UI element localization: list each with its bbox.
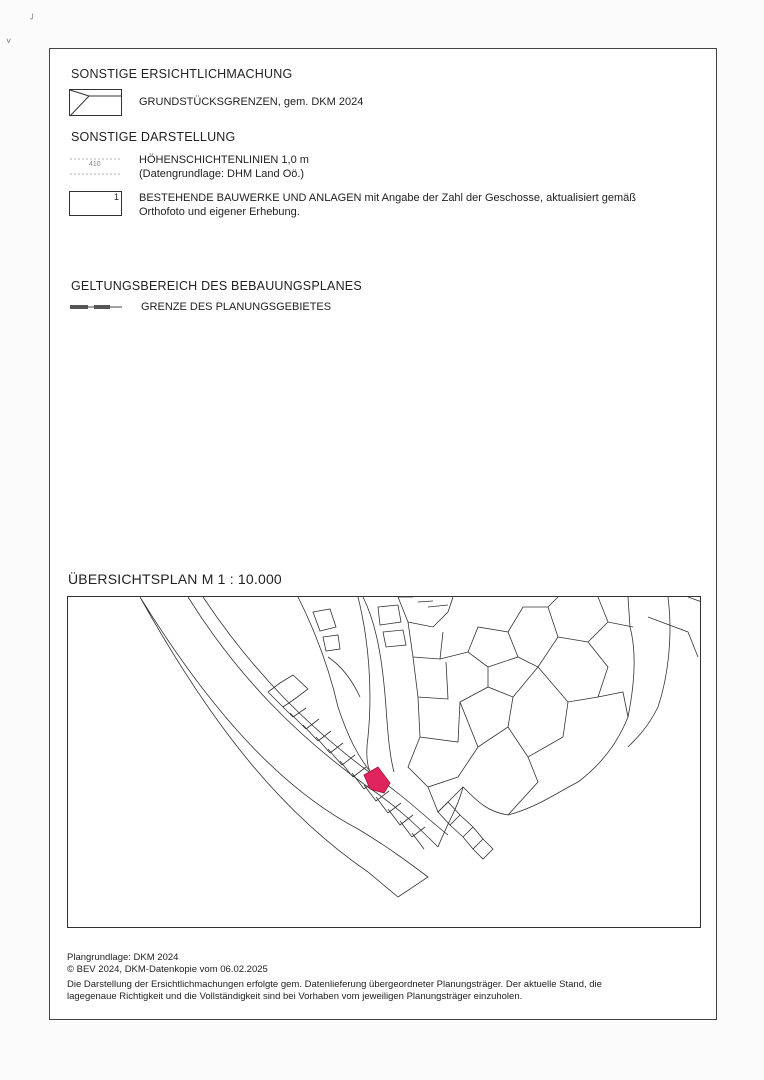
overview-map (67, 596, 701, 928)
footer-disclaimer-line2: lagegenaue Richtigkeit und die Vollständigkeit sind bei Vorhaben vom jeweiligen Planungsträger einzuholen. (67, 991, 523, 1002)
building-symbol-label: 1 (114, 192, 120, 202)
heading-sonstige-ersichtlichmachung: SONSTIGE ERSICHTLICHMACHUNG (71, 67, 293, 81)
legend-label-orthofoto: Orthofoto und eigener Erhebung. (139, 206, 300, 218)
contour-symbol-label: 410 (89, 161, 101, 168)
legend-label-datengrundlage: (Datengrundlage: DHM Land Oö.) (139, 168, 305, 180)
scan-mark: ╯ (30, 14, 36, 24)
scan-mark: ˅ (6, 36, 12, 46)
legend-label-grenze-planungsgebiet: GRENZE DES PLANUNGSGEBIETES (141, 301, 332, 313)
legend-label-hoehenschichtenlinien: HÖHENSCHICHTENLINIEN 1,0 m (139, 154, 309, 166)
parcel-boundary-icon (69, 89, 123, 117)
footer-disclaimer-line1: Die Darstellung der Ersichtlichmachungen erfolgte gem. Datenlieferung übergeordneter Planungsträger. Der aktuelle Stand, die (67, 979, 602, 990)
planning-boundary-icon (70, 303, 122, 311)
footer-plangrundlage: Plangrundlage: DKM 2024 (67, 952, 179, 963)
overview-map-title: ÜBERSICHTSPLAN M 1 : 10.000 (68, 571, 282, 587)
heading-geltungsbereich: GELTUNGSBEREICH DES BEBAUUNGSPLANES (71, 279, 362, 293)
overview-map-drawing (68, 597, 701, 928)
legend-label-grundstuecksgrenzen: GRUNDSTÜCKSGRENZEN, gem. DKM 2024 (139, 96, 364, 108)
legend-label-bestehende-bauwerke: BESTEHENDE BAUWERKE UND ANLAGEN mit Angabe der Zahl der Geschosse, aktualisiert gemäß (139, 192, 637, 204)
heading-sonstige-darstellung: SONSTIGE DARSTELLUNG (71, 130, 236, 144)
footer-copyright: © BEV 2024, DKM-Datenkopie vom 06.02.2025 (67, 964, 268, 975)
